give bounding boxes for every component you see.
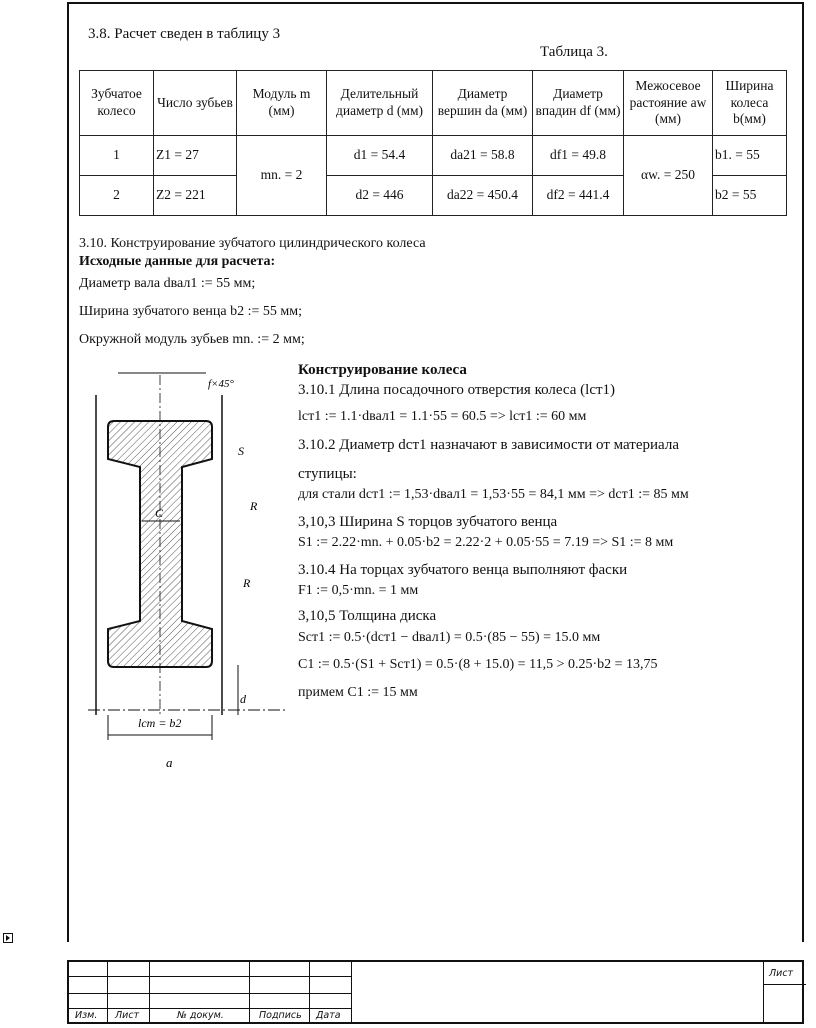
step-line: 3.10.4 На торцах зубчатого венца выполняют фаски	[298, 562, 628, 578]
input-title: Исходные данные для расчета:	[79, 254, 276, 269]
cell: mn. = 2	[237, 136, 327, 216]
section-3-8: 3.8. Расчет сведен в таблицу 3	[88, 26, 281, 42]
header-cell: Модуль m (мм)	[237, 71, 327, 136]
stamp-divider	[107, 962, 108, 1022]
cell: b1. = 55	[713, 136, 787, 176]
cell: d1 = 54.4	[327, 136, 433, 176]
input-shaft-diameter: Диаметр вала dвал1 := 55 мм;	[79, 276, 256, 291]
cell: d2 = 446	[327, 176, 433, 216]
expand-arrow-icon[interactable]	[3, 933, 13, 943]
header-cell: Диаметр впадин df (мм)	[533, 71, 624, 136]
header-cell: Диаметр вершин da (мм)	[433, 71, 533, 136]
stamp-rule	[69, 1008, 351, 1009]
cell: Z1 = 27	[154, 136, 237, 176]
wheel-title: Конструирование колеса	[298, 362, 467, 378]
label-d: d	[240, 692, 246, 706]
stamp-col-sign: Подпись	[259, 1010, 302, 1021]
cell: 2	[80, 176, 154, 216]
stamp-divider	[309, 962, 310, 1022]
stamp-rule	[69, 976, 351, 977]
table-row	[80, 136, 787, 176]
step-line: lст1 := 1.1·dвал1 = 1.1·55 = 60.5 => lст1 := 60 мм	[298, 409, 587, 424]
step-line: 3,10,3 Ширина S торцов зубчатого венца	[298, 514, 558, 530]
label-c: C	[155, 506, 164, 520]
stamp-divider	[763, 962, 764, 1022]
cell: αw. = 250	[624, 136, 713, 216]
cell: da21 = 58.8	[433, 136, 533, 176]
label-r1: R	[250, 499, 258, 513]
input-module: Окружной модуль зубьев mn. := 2 мм;	[79, 332, 305, 347]
label-s: S	[238, 444, 244, 458]
section-3-10: 3.10. Конструирование зубчатого цилиндрического колеса	[79, 236, 426, 251]
cell: b2 = 55	[713, 176, 787, 216]
wheel-section	[88, 373, 288, 740]
stamp-rule	[69, 993, 351, 994]
stamp-divider	[149, 962, 150, 1022]
header-cell: Ширина колеса b(мм)	[713, 71, 787, 136]
cell: df1 = 49.8	[533, 136, 624, 176]
header-cell: Зубчатое колесо	[80, 71, 154, 136]
stamp-col-izm: Изм.	[75, 1010, 98, 1021]
step-line: примем C1 := 15 мм	[298, 685, 418, 700]
stamp-col-date: Дата	[316, 1010, 341, 1021]
header-cell: Делительный диаметр d (мм)	[327, 71, 433, 136]
step-line: 3.10.1 Длина посадочного отверстия колеса (lст1)	[298, 382, 616, 398]
label-r2: R	[243, 576, 251, 590]
cell: df2 = 441.4	[533, 176, 624, 216]
header-cell: Межосевое растояние aw (мм)	[624, 71, 713, 136]
step-line: C1 := 0.5·(S1 + Sст1) = 0.5·(8 + 15.0) = 11,5 > 0.25·b2 = 13,75	[298, 657, 658, 672]
step-line: 3,10,5 Толщина диска	[298, 608, 437, 624]
step-line: F1 := 0,5·mn. = 1 мм	[298, 583, 419, 598]
cell: da22 = 450.4	[433, 176, 533, 216]
step-line: для стали dст1 := 1,53·dвал1 = 1,53·55 = 84,1 мм => dст1 := 85 мм	[298, 487, 689, 502]
title-block	[67, 960, 804, 1024]
label-a: a	[166, 755, 173, 770]
stamp-divider	[351, 962, 352, 1022]
step-line: Sст1 := 0.5·(dст1 − dвал1) = 0.5·(85 − 55) = 15.0 мм	[298, 630, 601, 645]
label-f: f×45°	[208, 378, 234, 390]
stamp-sheet-label: Лист	[769, 968, 794, 979]
stamp-col-doc: № докум.	[177, 1010, 224, 1021]
label-lst: lст = b2	[138, 716, 182, 730]
stamp-divider	[249, 962, 250, 1022]
step-line: S1 := 2.22·mn. + 0.05·b2 = 2.22·2 + 0.05·55 = 7.19 => S1 := 8 мм	[298, 535, 674, 550]
stamp-rule	[763, 984, 806, 985]
stamp-col-list: Лист	[115, 1010, 140, 1021]
step-line: 3.10.2 Диаметр dст1 назначают в зависимости от материала	[298, 437, 679, 453]
header-cell: Число зубьев	[154, 71, 237, 136]
cell: Z2 = 221	[154, 176, 237, 216]
table-caption: Таблица 3.	[540, 44, 608, 60]
gear-drawing	[88, 355, 288, 775]
table-3	[79, 70, 787, 216]
step-line: ступицы:	[298, 466, 357, 482]
cell: 1	[80, 136, 154, 176]
input-rim-width: Ширина зубчатого венца b2 := 55 мм;	[79, 304, 303, 319]
